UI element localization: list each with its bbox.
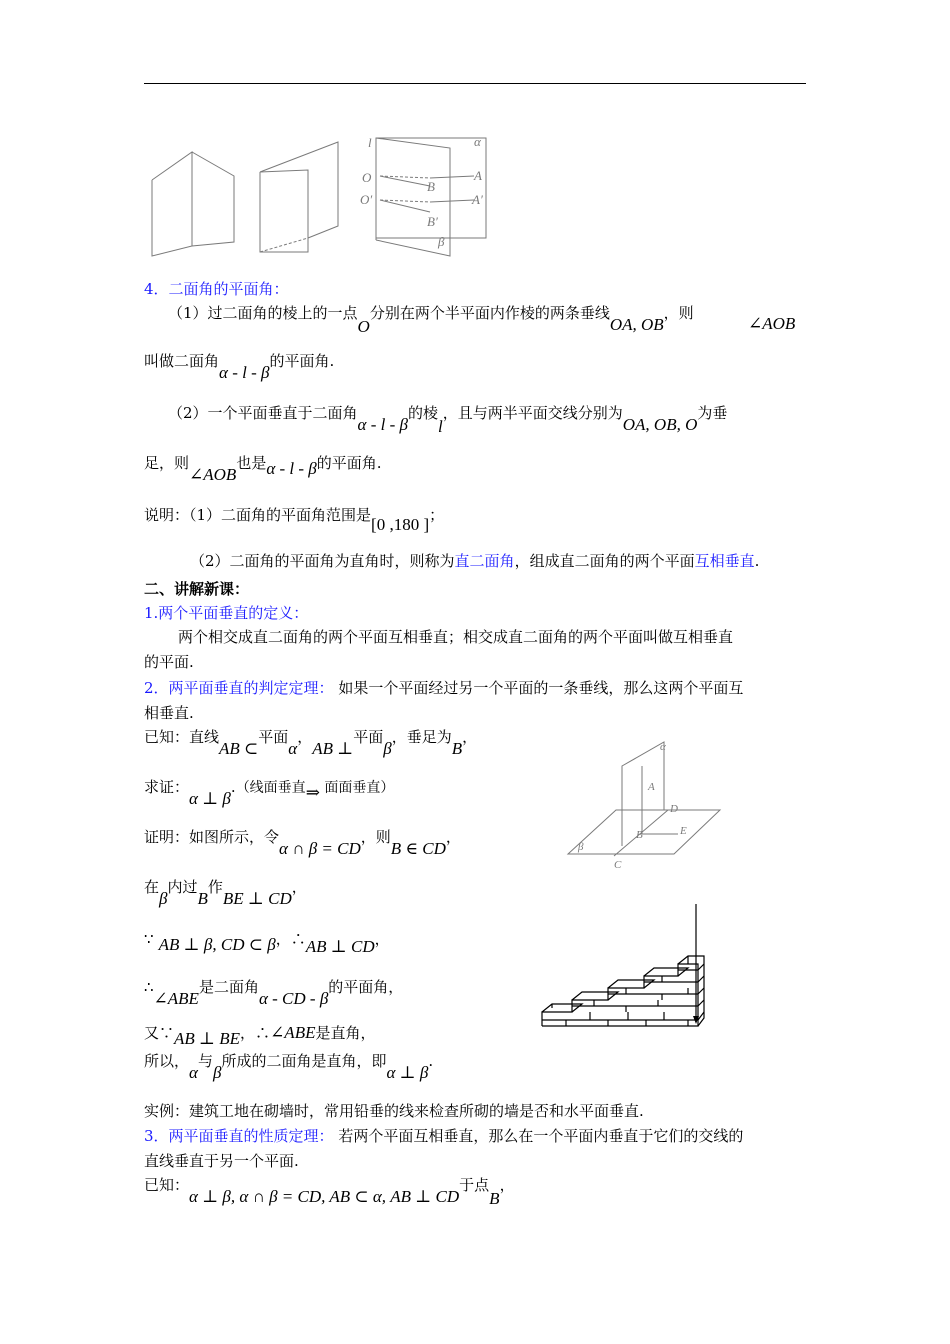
para-4-1-cont: 叫做二面角α - l - β的平面角. bbox=[144, 352, 335, 382]
proof-line-3: ∵ AB ⊥ β, CD ⊂ β，∴AB ⊥ CD， bbox=[144, 930, 390, 956]
fig2-label-alpha: α bbox=[660, 741, 666, 753]
fig2-label-beta: β bbox=[578, 841, 584, 853]
label-alpha: α bbox=[474, 134, 481, 149]
label-l: l bbox=[368, 135, 372, 150]
para-4-2-cont: 足，则∠AOB也是α - l - β的平面角. bbox=[144, 454, 382, 484]
section-2-heading: 二、讲解新课： bbox=[144, 580, 250, 598]
note-2: （2）二面角的平面角为直角时，则称为直二面角，组成直二面角的两个平面互相垂直. bbox=[190, 552, 760, 570]
perpendicular-planes-figure bbox=[560, 738, 730, 873]
proof-line-2: 在β内过B作BE ⊥ CD， bbox=[144, 878, 307, 908]
label-B-prime: B′ bbox=[427, 214, 438, 229]
label-beta: β bbox=[438, 234, 445, 249]
note-1: 说明：（1）二面角的平面角范围是[0 ,180 ]； bbox=[144, 506, 445, 534]
fig2-label-A: A bbox=[648, 781, 655, 793]
label-A: A bbox=[474, 168, 482, 183]
definition-text-1: 两个相交成直二面角的两个平面互相垂直；相交成直二面角的两个平面叫做互相垂直 bbox=[178, 628, 734, 646]
prove-line: 求证：α ⊥ β.（线面垂直⇒ 面面垂直） bbox=[144, 778, 395, 808]
dihedral-figures bbox=[140, 128, 500, 263]
brick-wall-figure bbox=[538, 904, 718, 1032]
example-text: 实例：建筑工地在砌墙时，常用铅垂的线来检查所砌的墙是否和水平面垂直. bbox=[144, 1102, 644, 1120]
theorem-3: 3．两平面垂直的性质定理： 若两个平面互相垂直，那么在一个平面内垂直于它们的交线的 bbox=[144, 1127, 744, 1145]
para-4-1: （1）过二面角的棱上的一点O分别在两个半平面内作棱的两条垂线OA, OB，则 bbox=[168, 304, 694, 336]
fig2-label-E: E bbox=[680, 825, 687, 837]
theorem-2: 2．两平面垂直的判定定理： 如果一个平面经过另一个平面的一条垂线，那么这两个平面互 bbox=[144, 679, 744, 697]
theorem-2-cont: 相垂直. bbox=[144, 704, 194, 722]
proof-line-4: ∴∠ABE是二面角α - CD - β的平面角， bbox=[144, 978, 404, 1008]
fig2-label-C: C bbox=[614, 859, 622, 871]
label-A-prime: A′ bbox=[472, 192, 483, 207]
proof-line-1: 证明：如图所示，令α ∩ β = CD，则B ∈ CD， bbox=[144, 828, 461, 858]
proof-line-6: 所以，α与β所成的二面角是直角，即α ⊥ β. bbox=[144, 1052, 434, 1082]
angle-AOB: ∠AOB bbox=[748, 314, 796, 333]
section-4-heading: 4．二面角的平面角： bbox=[144, 280, 289, 298]
fig2-label-D: D bbox=[670, 803, 678, 815]
label-B: B bbox=[427, 179, 435, 194]
label-O: O bbox=[362, 170, 372, 185]
fig2-label-B: B bbox=[636, 829, 643, 841]
header-rule bbox=[144, 83, 806, 84]
definition-text-2: 的平面. bbox=[144, 653, 194, 671]
known-line: 已知：直线AB ⊂平面α，AB ⊥平面β，垂足为B， bbox=[144, 728, 478, 758]
known-3-line: 已知：α ⊥ β, α ∩ β = CD, AB ⊂ α, AB ⊥ CD于点B， bbox=[144, 1176, 515, 1208]
definition-heading: 1.两个平面垂直的定义： bbox=[144, 604, 309, 622]
label-O-prime: O′ bbox=[360, 192, 373, 207]
theorem-3-cont: 直线垂直于另一个平面. bbox=[144, 1152, 299, 1170]
para-4-2: （2）一个平面垂直于二面角α - l - β的棱l，且与两半平面交线分别为OA, OB, O为垂 bbox=[168, 404, 728, 436]
proof-line-5: 又∵AB ⊥ BE，∴∠ABE是直角， bbox=[144, 1023, 376, 1048]
